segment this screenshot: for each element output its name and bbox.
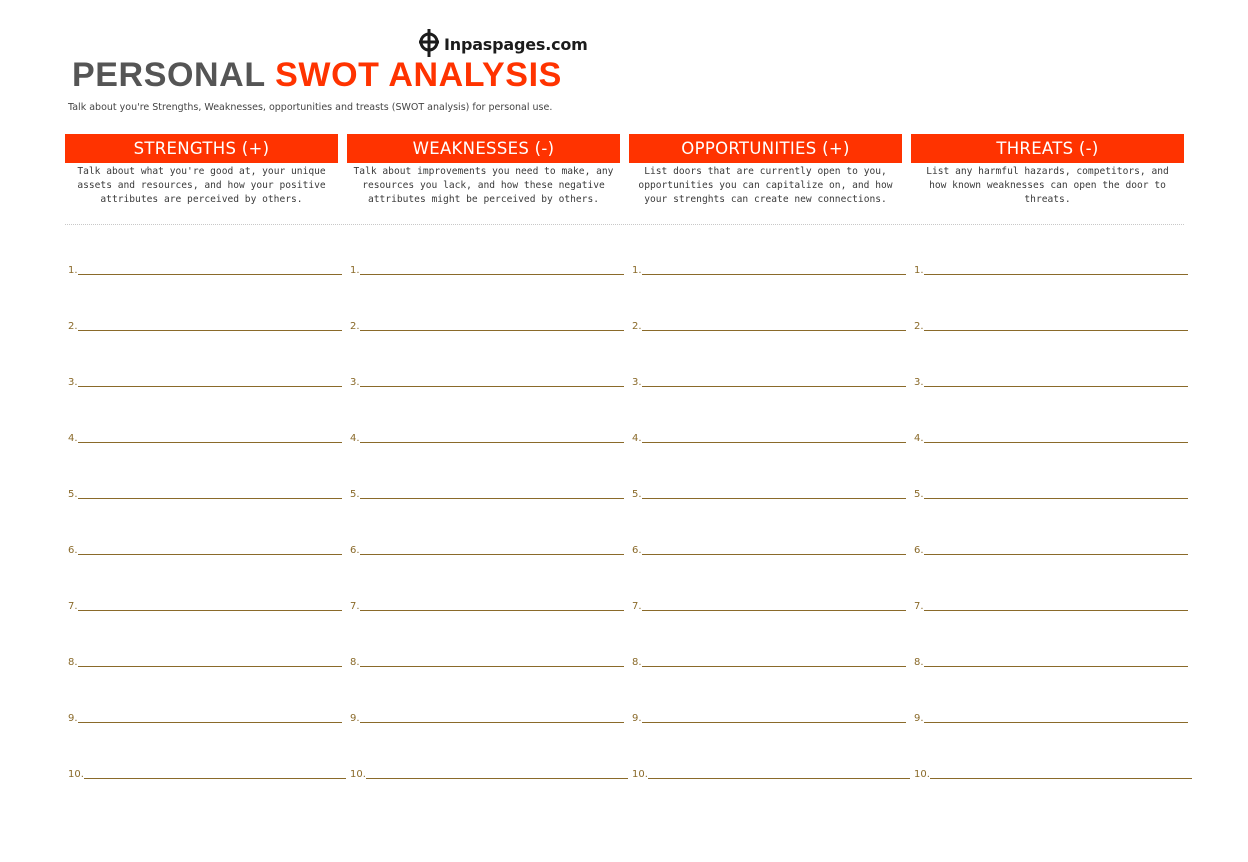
entry-row <box>347 725 620 781</box>
entry-line[interactable] <box>78 554 342 555</box>
entry-number: 2. <box>632 321 642 332</box>
entry-line[interactable] <box>360 554 624 555</box>
crosshair-logo-icon <box>418 28 442 58</box>
entry-number: 4. <box>68 433 78 444</box>
entry-row <box>629 277 902 333</box>
entry-row <box>629 389 902 445</box>
brand-logo <box>418 28 588 58</box>
entry-line[interactable] <box>924 442 1188 443</box>
entry-row <box>65 389 338 445</box>
entry-number: 6. <box>350 545 360 556</box>
entry-line[interactable] <box>360 330 624 331</box>
entry-line[interactable] <box>78 330 342 331</box>
entry-line[interactable] <box>924 666 1188 667</box>
entry-row <box>629 725 902 781</box>
title-personal: PERSONAL <box>72 56 276 94</box>
weaknesses-column <box>347 134 620 780</box>
entry-number: 9. <box>632 713 642 724</box>
entry-number: 1. <box>632 265 642 276</box>
weaknesses-header: WEAKNESSES (-) <box>347 134 620 163</box>
entry-number: 3. <box>914 377 924 388</box>
entry-row <box>347 445 620 501</box>
entry-number: 7. <box>350 601 360 612</box>
entry-line[interactable] <box>84 778 346 779</box>
entry-number: 4. <box>632 433 642 444</box>
entry-row <box>629 501 902 557</box>
entry-line[interactable] <box>78 274 342 275</box>
entry-line[interactable] <box>642 498 906 499</box>
entry-line[interactable] <box>78 498 342 499</box>
entry-row <box>65 725 338 781</box>
entry-number: 6. <box>632 545 642 556</box>
entry-number: 9. <box>68 713 78 724</box>
entry-number: 9. <box>914 713 924 724</box>
opportunities-description: List doors that are currently open to you, opportunities you can capitalize on, and how your strenghts can create new connections. <box>638 166 893 205</box>
entry-number: 4. <box>914 433 924 444</box>
entry-row <box>347 669 620 725</box>
entry-row <box>629 265 902 277</box>
entry-row <box>65 501 338 557</box>
entry-row <box>65 277 338 333</box>
entry-number: 3. <box>68 377 78 388</box>
entry-row <box>65 445 338 501</box>
entry-number: 2. <box>914 321 924 332</box>
entry-line[interactable] <box>930 778 1192 779</box>
entry-number: 5. <box>914 489 924 500</box>
entry-line[interactable] <box>360 274 624 275</box>
opportunities-header: OPPORTUNITIES (+) <box>629 134 902 163</box>
entry-number: 2. <box>68 321 78 332</box>
entry-row <box>911 669 1184 725</box>
brand-name: Inpaspages.com <box>444 35 588 54</box>
entry-line[interactable] <box>360 610 624 611</box>
entry-number: 5. <box>68 489 78 500</box>
entry-row <box>911 265 1184 277</box>
entry-number: 5. <box>350 489 360 500</box>
entry-number: 10. <box>914 769 930 780</box>
opportunities-column <box>629 134 902 780</box>
entry-line[interactable] <box>924 498 1188 499</box>
entry-list <box>629 265 902 781</box>
entry-line[interactable] <box>78 442 342 443</box>
entry-number: 10. <box>350 769 366 780</box>
entry-line[interactable] <box>642 610 906 611</box>
entry-line[interactable] <box>360 386 624 387</box>
entry-row <box>629 445 902 501</box>
entry-number: 6. <box>68 545 78 556</box>
entry-row <box>65 333 338 389</box>
threats-description: List any harmful hazards, competitors, and how known weaknesses can open the door to threats. <box>926 166 1169 205</box>
page-subtitle: Talk about you're Strengths, Weaknesses, opportunities and treasts (SWOT analysis) for personal use. <box>68 102 553 113</box>
entry-row <box>65 557 338 613</box>
entry-line[interactable] <box>642 330 906 331</box>
entry-line[interactable] <box>642 554 906 555</box>
entry-row <box>629 557 902 613</box>
entry-row <box>911 445 1184 501</box>
entry-line[interactable] <box>924 554 1188 555</box>
entry-line[interactable] <box>648 778 910 779</box>
entry-number: 8. <box>914 657 924 668</box>
entry-row <box>65 613 338 669</box>
entry-row <box>911 389 1184 445</box>
entry-row <box>629 613 902 669</box>
entry-row <box>347 333 620 389</box>
entry-number: 6. <box>914 545 924 556</box>
entry-number: 5. <box>632 489 642 500</box>
entry-row <box>911 725 1184 781</box>
entry-line[interactable] <box>360 666 624 667</box>
threats-header: THREATS (-) <box>911 134 1184 163</box>
entry-line[interactable] <box>642 722 906 723</box>
entry-list <box>911 265 1184 781</box>
strengths-column <box>65 134 338 780</box>
threats-column <box>911 134 1184 780</box>
entry-line[interactable] <box>78 666 342 667</box>
dotted-separator <box>65 224 1184 225</box>
entry-line[interactable] <box>924 274 1188 275</box>
title-swot-analysis: SWOT ANALYSIS <box>275 56 562 94</box>
entry-number: 4. <box>350 433 360 444</box>
entry-line[interactable] <box>360 722 624 723</box>
entry-line[interactable] <box>360 442 624 443</box>
entry-number: 8. <box>350 657 360 668</box>
entry-row <box>347 501 620 557</box>
entry-number: 1. <box>914 265 924 276</box>
entry-row <box>629 669 902 725</box>
entry-number: 7. <box>68 601 78 612</box>
entry-line[interactable] <box>924 610 1188 611</box>
entry-line[interactable] <box>642 274 906 275</box>
entry-row <box>911 613 1184 669</box>
entry-row <box>347 265 620 277</box>
entry-line[interactable] <box>642 386 906 387</box>
entry-number: 7. <box>914 601 924 612</box>
entry-row <box>911 557 1184 613</box>
entry-number: 3. <box>350 377 360 388</box>
entry-line[interactable] <box>642 666 906 667</box>
page-title <box>72 56 562 94</box>
entry-number: 2. <box>350 321 360 332</box>
entry-line[interactable] <box>924 330 1188 331</box>
entry-row <box>629 333 902 389</box>
entry-row <box>65 669 338 725</box>
strengths-description: Talk about what you're good at, your unique assets and resources, and how your positive attributes are perceived by others. <box>77 166 326 205</box>
entry-number: 10. <box>68 769 84 780</box>
entry-number: 7. <box>632 601 642 612</box>
entry-row <box>347 277 620 333</box>
entry-row <box>347 613 620 669</box>
entry-row <box>911 501 1184 557</box>
entry-number: 8. <box>68 657 78 668</box>
entry-list <box>347 265 620 781</box>
entry-number: 9. <box>350 713 360 724</box>
entry-line[interactable] <box>924 386 1188 387</box>
entry-number: 3. <box>632 377 642 388</box>
entry-number: 1. <box>68 265 78 276</box>
entry-line[interactable] <box>366 778 628 779</box>
entry-row <box>347 389 620 445</box>
entry-line[interactable] <box>78 386 342 387</box>
entry-number: 10. <box>632 769 648 780</box>
entry-line[interactable] <box>78 610 342 611</box>
weaknesses-description: Talk about improvements you need to make, any resources you lack, and how these negative attributes might be perceived by others. <box>353 166 614 205</box>
entry-line[interactable] <box>642 442 906 443</box>
entry-list <box>65 265 338 781</box>
entry-line[interactable] <box>924 722 1188 723</box>
entry-row <box>911 333 1184 389</box>
entry-line[interactable] <box>78 722 342 723</box>
strengths-header: STRENGTHS (+) <box>65 134 338 163</box>
entry-number: 8. <box>632 657 642 668</box>
entry-number: 1. <box>350 265 360 276</box>
entry-row <box>911 277 1184 333</box>
entry-row <box>65 265 338 277</box>
entry-line[interactable] <box>360 498 624 499</box>
entry-row <box>347 557 620 613</box>
